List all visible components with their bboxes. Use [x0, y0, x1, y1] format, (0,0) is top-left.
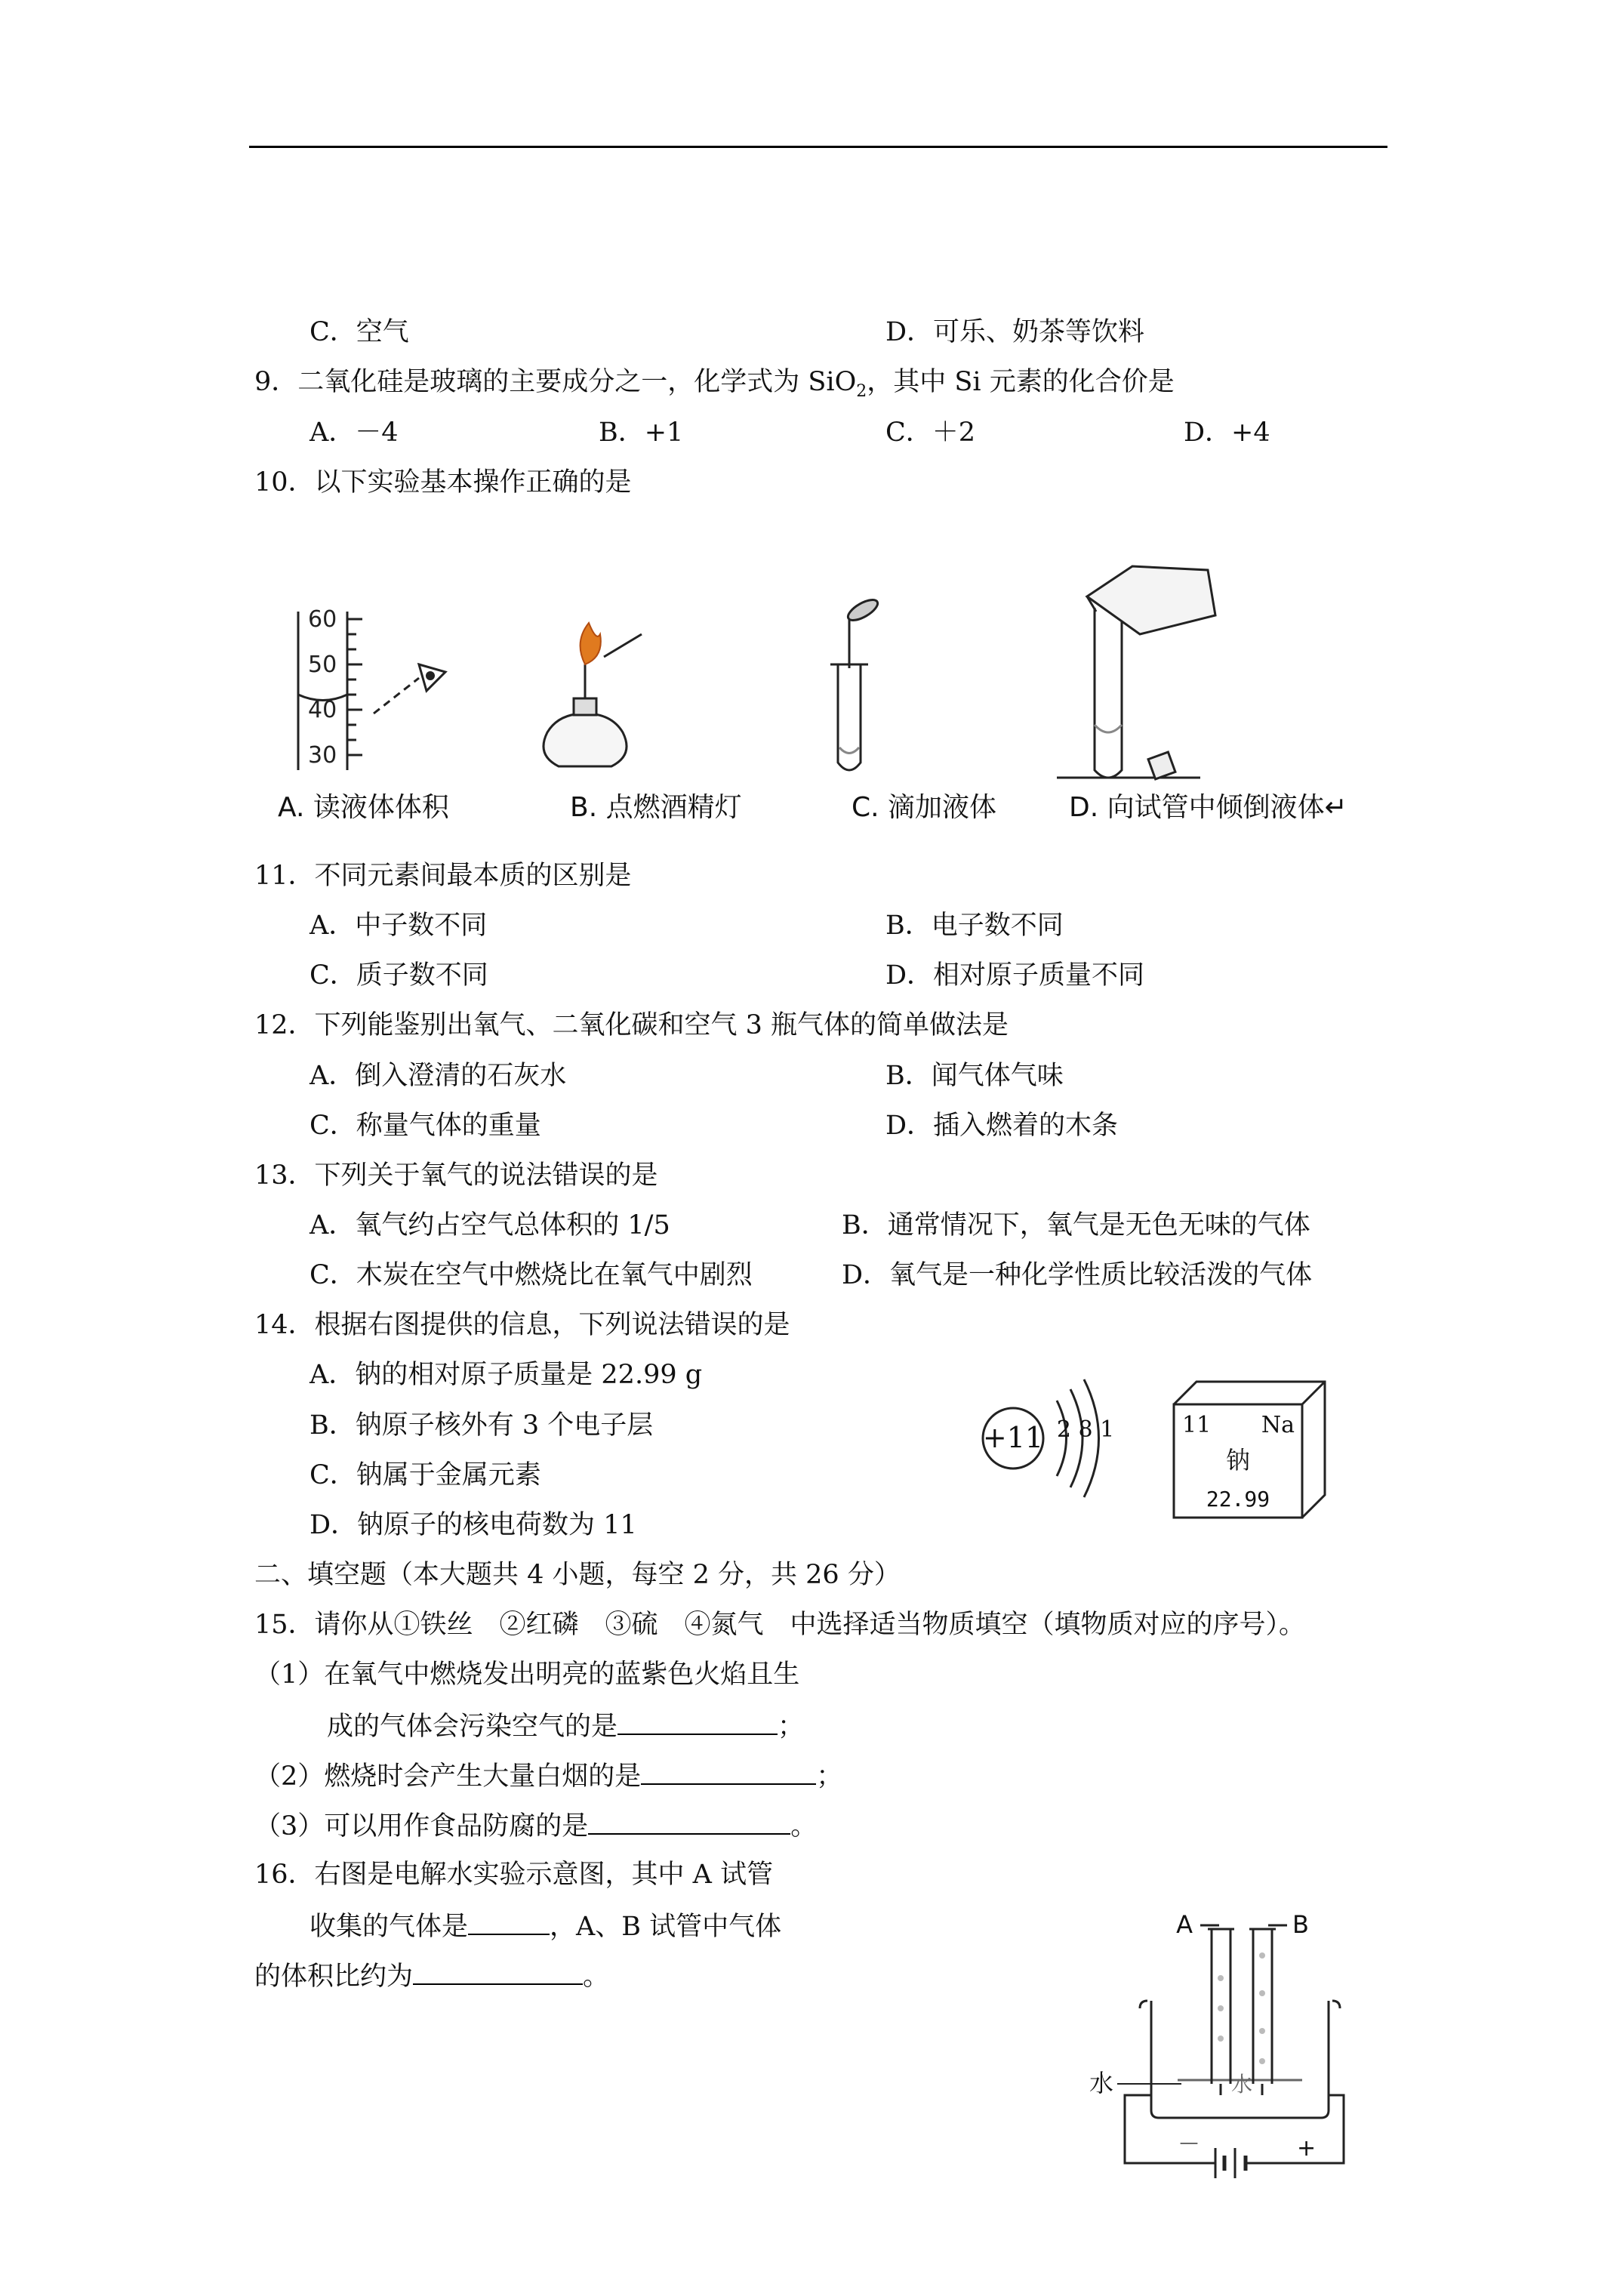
bubbles: [1218, 1952, 1265, 2064]
nucleus-charge: +11: [982, 1421, 1044, 1454]
q14-option-b: B．钠原子核外有 3 个电子层: [310, 1410, 654, 1441]
q9-option-d: D．+4: [1184, 418, 1270, 448]
q14-option-a: A．钠的相对原子质量是 22.99 g: [310, 1360, 703, 1390]
q9-option-b: B．+1: [599, 418, 684, 448]
electron-config: 2 8 1: [1056, 1416, 1115, 1443]
q13-option-c: C．木炭在空气中燃烧比在氧气中剧烈: [310, 1260, 753, 1290]
header-rule: [249, 146, 1387, 148]
q15-part3: （3）可以用作食品防腐的是 。: [254, 1808, 817, 1843]
q16-blank-1[interactable]: [468, 1908, 550, 1935]
q12-option-a: A．倒入澄清的石灰水: [310, 1061, 567, 1091]
label-plus: +: [1297, 2135, 1317, 2162]
q11-option-c: C．质子数不同: [310, 960, 488, 991]
caption-a: A. 读液体体积: [278, 792, 449, 823]
q11-stem: 11．不同元素间最本质的区别是: [254, 861, 632, 891]
lab-operations-figure: [257, 551, 1404, 800]
q15-part1-line1: （1）在氧气中燃烧发出明亮的蓝紫色火焰且生: [254, 1660, 800, 1690]
dropper-figure: [830, 596, 881, 770]
tick-30: 30: [308, 742, 337, 769]
label-water-basin: 水: [1230, 2072, 1253, 2097]
q14-option-d: D．钠原子的核电荷数为 11: [310, 1510, 637, 1540]
sodium-info-figure: [974, 1370, 1336, 1521]
q16-blank-2[interactable]: [413, 1958, 583, 1985]
caption-d: D. 向试管中倾倒液体↵: [1069, 792, 1347, 823]
q15-part2: （2）燃烧时会产生大量白烟的是 ；: [254, 1758, 842, 1793]
atomic-mass: 22.99: [1206, 1487, 1270, 1512]
q15-blank-1[interactable]: [617, 1708, 778, 1735]
q11-option-a: A．中子数不同: [310, 911, 488, 941]
q13-option-a: A．氧气约占空气总体积的 1/5: [310, 1210, 670, 1240]
label-b: B: [1292, 1910, 1309, 1939]
q8-option-d: D．可乐、奶茶等饮料: [885, 317, 1145, 347]
pouring-figure: [1057, 566, 1215, 779]
q9-option-a: A．－4: [310, 418, 399, 448]
q12-stem: 12．下列能鉴别出氧气、二氧化碳和空气 3 瓶气体的简单做法是: [254, 1010, 1009, 1040]
q11-option-d: D．相对原子质量不同: [885, 960, 1145, 991]
caption-c: C. 滴加液体: [852, 792, 997, 823]
q14-option-c: C．钠属于金属元素: [310, 1460, 541, 1490]
label-minus: －: [1178, 2131, 1200, 2158]
q15-stem: 15．请你从①铁丝 ②红磷 ③硫 ④氮气 中选择适当物质填空（填物质对应的序号）。: [254, 1610, 1306, 1640]
flame-icon: [581, 623, 601, 664]
q16-line2: 收集的气体是 ，A、B 试管中气体: [310, 1908, 781, 1943]
q16-line3: 的体积比约为 。: [254, 1958, 609, 1993]
q15-part1-line2: 成的气体会污染空气的是 ；: [327, 1708, 804, 1743]
q14-stem: 14．根据右图提供的信息，下列说法错误的是: [254, 1310, 790, 1340]
q16-line1: 16．右图是电解水实验示意图，其中 A 试管: [254, 1860, 774, 1890]
q9-stem: 9．二氧化硅是玻璃的主要成分之一，化学式为 SiO$_2$，其中 Si 元素的化合价是: [254, 367, 1175, 401]
q15-blank-3[interactable]: [588, 1808, 790, 1835]
tick-50: 50: [308, 652, 337, 678]
tick-40: 40: [308, 697, 337, 723]
tick-60: 60: [308, 606, 337, 633]
atomic-number: 11: [1182, 1412, 1212, 1438]
element-name: 钠: [1225, 1446, 1251, 1475]
q15-blank-2[interactable]: [641, 1758, 816, 1785]
label-water: 水: [1089, 2069, 1113, 2097]
q9-option-c: C．＋2: [885, 418, 976, 448]
caption-b: B. 点燃酒精灯: [570, 792, 742, 823]
q11-option-b: B．电子数不同: [885, 911, 1064, 941]
q13-option-b: B．通常情况下，氧气是无色无味的气体: [842, 1210, 1310, 1240]
section-2-title: 二、填空题（本大题共 4 小题，每空 2 分，共 26 分）: [254, 1560, 901, 1590]
q13-option-d: D．氧气是一种化学性质比较活泼的气体: [842, 1260, 1313, 1290]
q13-stem: 13．下列关于氧气的说法错误的是: [254, 1160, 658, 1191]
q12-option-c: C．称量气体的重量: [310, 1111, 541, 1141]
q12-option-d: D．插入燃着的木条: [885, 1111, 1119, 1141]
q10-stem: 10．以下实验基本操作正确的是: [254, 467, 632, 498]
q12-option-b: B．闻气体气味: [885, 1061, 1064, 1091]
element-symbol: Na: [1261, 1412, 1295, 1438]
electrolysis-figure: [1089, 1910, 1351, 2212]
label-a: A: [1176, 1910, 1193, 1939]
q8-option-c: C．空气: [310, 317, 409, 347]
